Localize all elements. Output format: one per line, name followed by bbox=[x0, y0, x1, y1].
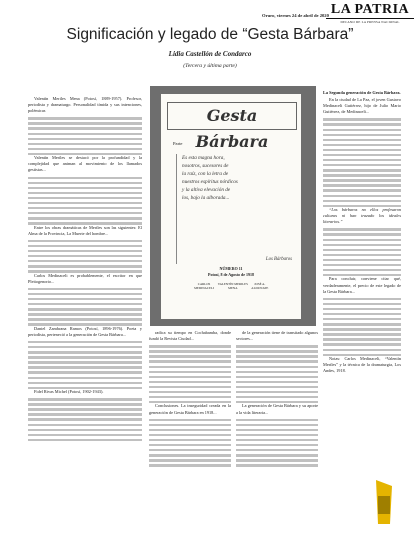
poem-line: Es esta magna hora, bbox=[182, 155, 225, 161]
column-1 bbox=[28, 96, 142, 524]
col1-paragraph: Carlos Medinaceli es probablemente, el escritor en que Pleitogenorio... bbox=[28, 272, 142, 284]
text-lines bbox=[28, 341, 142, 389]
col4-notes: Notas: Carlos Medinaceli, “Valentín Meriles” y la técnica de la dramaturgia, Los Andes, 1918. bbox=[323, 356, 401, 374]
col1-paragraph: Fidel Rivas Michel (Potosí, 1902-1943). bbox=[34, 389, 104, 395]
col1-paragraph: Valentín Meriles se destacó por la profundidad y la complejidad que animan al movimiento de los llamados gestistas... bbox=[28, 155, 142, 173]
text-lines bbox=[323, 298, 401, 356]
col3-paragraph: de la generación tiene de transitado algunos sectores... bbox=[236, 330, 318, 342]
text-lines bbox=[236, 419, 318, 467]
parte-label: Parte bbox=[173, 141, 183, 146]
dateline: Oruro, viernes 24 de abril de 2020 bbox=[262, 13, 329, 18]
text-lines bbox=[236, 345, 318, 403]
poem-line: la raíz, con la letra de bbox=[182, 171, 229, 177]
col2-paragraph: Conclusiones. La inseguridad creada en la generación de Gesta Bárbara en 1918... bbox=[149, 403, 231, 415]
text-lines bbox=[149, 419, 231, 467]
col2-paragraph: radica su tiempo en Cochabamba, donde fundó la Revista Ciudad... bbox=[149, 330, 231, 342]
col3-paragraph: La generación de Gesta Bárbara y su aporte a la vida literaria... bbox=[236, 403, 318, 415]
newspaper-name: LA PATRIA bbox=[330, 2, 410, 17]
text-lines bbox=[28, 117, 142, 155]
text-lines bbox=[323, 118, 401, 207]
poem-line: y la altiva elevación de bbox=[182, 187, 231, 193]
section-logo-icon bbox=[372, 478, 396, 526]
section-heading: La Segunda generación de Gesta Bárbara. bbox=[323, 90, 401, 95]
text-lines bbox=[28, 398, 142, 441]
text-lines bbox=[28, 288, 142, 326]
masthead-rule bbox=[326, 18, 414, 19]
credit-name: VALENTÍN MERILES MENA bbox=[217, 282, 248, 290]
cover-credits bbox=[191, 282, 271, 290]
col4-quote: “Los bárbaros no ellos profesaron culturas ni han trazado los ideales literarios.” bbox=[323, 207, 401, 225]
poem-line: nuestros espíritus nórdicos bbox=[182, 179, 238, 185]
newspaper-subtitle: DECANO DE LA PRENSA NACIONAL bbox=[340, 20, 400, 24]
magazine-page bbox=[161, 94, 301, 319]
newspaper-masthead bbox=[326, 3, 414, 24]
column-4 bbox=[323, 90, 401, 522]
poem-line: nosotros, sucesores de bbox=[182, 163, 229, 169]
article-author: Lidia Castellón de Condarco bbox=[168, 50, 252, 58]
text-lines bbox=[28, 240, 142, 273]
cover-title: Gesta Bárbara bbox=[167, 102, 297, 130]
credit-name: CARLOS MEDINACELI bbox=[194, 282, 214, 290]
col1-paragraph: Valentín Meriles Mena (Potosí, 1889-1957). Profesor, periodista y dramaturgo. Personalidad tímida y sus intenciones, polémicas bbox=[28, 96, 142, 114]
issue-date: Potosí, 8 de Agosto de 1918 bbox=[208, 272, 254, 277]
magazine-cover-photo bbox=[150, 86, 316, 326]
poem-line: los, bajo la alborada... bbox=[182, 195, 230, 201]
article-title: Significación y legado de “Gesta Bárbara” bbox=[66, 26, 354, 43]
col4-paragraph: Para concluir, conviene citar qué, verdaderamente, el precio de este legado de la Gesta Bárbara... bbox=[323, 276, 401, 294]
text-lines bbox=[28, 177, 142, 225]
text-lines bbox=[149, 345, 231, 403]
poem-signature: Los Bárbaros bbox=[265, 257, 292, 262]
text-lines bbox=[323, 228, 401, 276]
col1-paragraph: Entre los obras dramáticas de Meriles son las siguientes: El Alma de la Provincia, La Muerte del hombre... bbox=[28, 224, 142, 236]
cover-poem bbox=[176, 154, 298, 264]
col1-paragraph: Daniel Zambrana Ramos (Potosí, 1896-1976). Poeta y periodista, perteneció a la generación de Gesta Bárbara... bbox=[28, 325, 142, 337]
credit-name: JOSÉ A. ALDUNATE bbox=[251, 282, 269, 290]
article-part: (Tercera y última parte) bbox=[183, 63, 237, 69]
issue-number: NÚMERO 11 bbox=[219, 266, 243, 271]
column-2 bbox=[149, 330, 231, 524]
column-3 bbox=[236, 330, 318, 524]
col4-paragraph: En la ciudad de La Paz, el joven Gustavo Medinaceli Gutiérrez, hijo de Julio Mario Gutiérrez, de Medinaceli... bbox=[323, 97, 401, 115]
